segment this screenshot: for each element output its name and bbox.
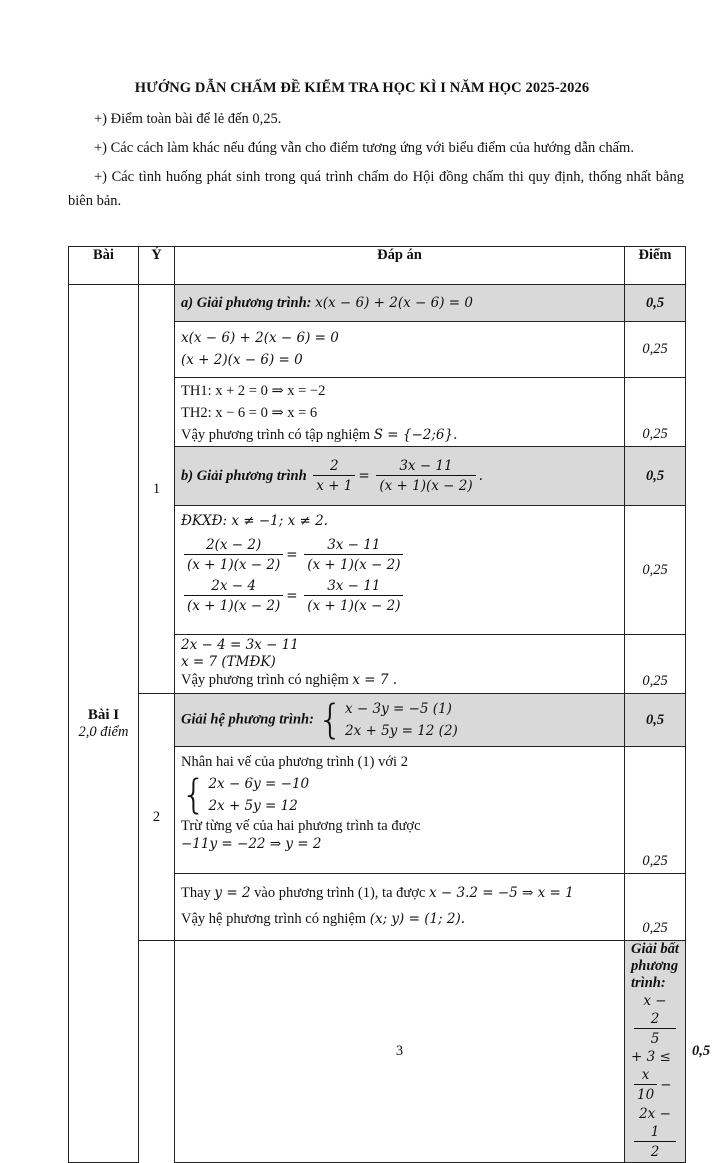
- fraction-numerator: x: [634, 1066, 657, 1085]
- b-step-2: [175, 635, 625, 694]
- y2-step-1-equation: −11y = −22 ⇒ y = 2: [181, 836, 322, 852]
- table-header-row: [69, 247, 686, 285]
- header-dap-an: Đáp án: [175, 247, 625, 285]
- fraction-numerator: 2x − 4: [184, 577, 283, 596]
- note-3: +) Các tình huống phát sinh trong quá trình chấm do Hội đồng chấm thi quy định, thống nhất bằng biên bản.: [68, 169, 684, 209]
- system-line: 2x + 5y = 12: [208, 798, 298, 814]
- fraction-numerator: 3x − 11: [376, 457, 475, 476]
- a-step-2-points: 0,25: [625, 378, 686, 447]
- a-step-2-line: TH1: x + 2 = 0 ⇒ x = −2: [181, 383, 326, 399]
- fraction-numerator: 3x − 11: [304, 536, 403, 555]
- fraction-numerator: x − 2: [634, 992, 676, 1029]
- fraction-denominator: (x + 1)(x − 2): [187, 598, 281, 614]
- y3-fraction: [634, 992, 676, 1049]
- y3-title-cell: [625, 941, 686, 1163]
- fraction-numerator: 2: [313, 457, 355, 476]
- a-points: 0,5: [625, 285, 686, 322]
- b-fraction: [304, 536, 403, 575]
- brace-icon: {: [181, 772, 207, 818]
- table-row: 3 Giải bất phương trình: $\frac{x - 2}{5}$ + 3 ≤ $\frac{x}{10}$ − $\frac{2x - 1}{2}$ 0,5: [69, 941, 686, 1163]
- b-title: b) Giải phương trình: [181, 467, 307, 484]
- fraction-denominator: 5: [650, 1031, 660, 1047]
- y2-step-2: [175, 874, 625, 941]
- page-title: HƯỚNG DẪN CHẤM ĐỀ KIỂM TRA HỌC KÌ I NĂM HỌC 2025-2026: [134, 80, 590, 96]
- b-fraction: [184, 577, 283, 616]
- y2-step-1-points: 0,25: [625, 747, 686, 874]
- fraction-numerator: 3x − 11: [304, 577, 403, 596]
- y3-operator: + 3 ≤: [631, 1049, 671, 1065]
- y2-title-cell: [175, 694, 625, 747]
- b-fraction: [184, 536, 283, 575]
- fraction-numerator: 2x − 1: [634, 1105, 676, 1142]
- grading-table: [68, 246, 711, 1163]
- bai-cell: [69, 285, 139, 1163]
- system-line: x − 3y = −5 (1): [345, 701, 452, 717]
- brace-icon: {: [317, 697, 343, 743]
- b-step-1: ĐKXĐ: x ≠ −1; x ≠ 2. $\frac{2(x - 2)}{(x + 1)(x - 2)}$ = $\frac{3x - 11}{(x + 1)(x - 2)}$ $\frac{2x - 4}{(x + 1)(x - 2)}$ = $\frac{3x - 11}{(x + 1)(x - 2)}$: [175, 506, 625, 635]
- bai-label: Bài I: [87, 706, 120, 723]
- y2-substitution: y = 2: [214, 885, 251, 901]
- fraction-denominator: (x + 1)(x − 2): [379, 477, 473, 494]
- y2-points: 0,5: [625, 694, 686, 747]
- y-3-cell: 3: [175, 941, 625, 1163]
- y2-step-1-text2: Trừ từng vế của hai phương trình ta được: [181, 818, 421, 834]
- b-rhs-fraction: [376, 457, 475, 496]
- y2-solution: (x; y) = (1; 2).: [369, 911, 466, 927]
- y2-result: x − 3.2 = −5 ⇒ x = 1: [428, 885, 574, 901]
- header-y: Ý: [139, 247, 175, 285]
- a-solution-set: S = {−2;6}.: [373, 427, 458, 443]
- y-1-cell: 1: [139, 285, 175, 694]
- system-line: 2x + 5y = 12 (2): [345, 723, 458, 739]
- fraction-denominator: (x + 1)(x − 2): [307, 557, 401, 573]
- header-bai: Bài: [69, 247, 139, 285]
- bai-points: 2,0 điểm: [78, 723, 129, 740]
- a-equation: x(x − 6) + 2(x − 6) = 0: [315, 294, 473, 311]
- a-step-2: [175, 378, 625, 447]
- note-2: +) Các cách làm khác nếu đúng vẫn cho điểm tương ứng với biểu điểm của hướng dẫn chấm.: [94, 140, 634, 156]
- b-step-1-points: 0,25: [625, 506, 686, 635]
- y2-step-1: [175, 747, 625, 874]
- y2-title: Giải hệ phương trình:: [181, 711, 314, 728]
- table-row: [69, 694, 686, 747]
- a-step-1: [175, 322, 625, 378]
- y2-text-a: Thay: [181, 885, 211, 901]
- system-line: 2x − 6y = −10: [208, 776, 310, 792]
- b-fraction: [304, 577, 403, 616]
- fraction-denominator: 2: [650, 1144, 660, 1160]
- fraction-numerator: 2(x − 2): [184, 536, 283, 555]
- b-points: 0,5: [625, 447, 686, 506]
- a-step-1-line: (x + 2)(x − 6) = 0: [181, 352, 303, 368]
- b-step-2-points: 0,25: [625, 635, 686, 694]
- y3-title: Giải bất phương trình:: [631, 941, 679, 991]
- y2-text-b: vào phương trình (1), ta được: [254, 885, 426, 901]
- header-diem: Điểm: [625, 247, 686, 285]
- fraction-denominator: 10: [637, 1087, 655, 1103]
- a-title-cell: [175, 285, 625, 322]
- b-condition: ĐKXĐ: x ≠ −1; x ≠ 2.: [181, 513, 328, 529]
- note-1: +) Điểm toàn bài để lẻ đến 0,25.: [94, 111, 282, 127]
- y2-step-system: [208, 773, 309, 817]
- y2-step-2-points: 0,25: [625, 874, 686, 941]
- y2-text-c: Vậy hệ phương trình có nghiệm: [181, 911, 367, 927]
- fraction-denominator: (x + 1)(x − 2): [187, 557, 281, 573]
- a-step-1-points: 0,25: [625, 322, 686, 378]
- y2-step-1-text: Nhân hai vế của phương trình (1) với 2: [181, 754, 408, 770]
- y3-operator: −: [660, 1076, 672, 1093]
- b-solution: x = 7 .: [352, 672, 398, 688]
- fraction-denominator: x + 1: [316, 477, 353, 494]
- a-title: a) Giải phương trình:: [181, 294, 312, 311]
- a-step-2-line: TH2: x − 6 = 0 ⇒ x = 6: [181, 405, 318, 421]
- b-lhs-fraction: [313, 457, 355, 496]
- y3-fraction: [634, 1066, 657, 1105]
- b-step-2-line: 2x − 4 = 3x − 11: [181, 637, 299, 653]
- b-conclusion: Vậy phương trình có nghiệm: [181, 672, 349, 688]
- a-conclusion: Vậy phương trình có tập nghiệm: [181, 427, 371, 443]
- b-title-cell: b) Giải phương trình $\frac{2}{x + 1}$ = $\frac{3x - 11}{(x + 1)(x - 2)}$ .: [175, 447, 625, 506]
- bai-cell-continuation: [139, 941, 175, 1163]
- table-row: [69, 285, 686, 322]
- y2-system: [345, 698, 458, 742]
- y-2-cell: 2: [139, 694, 175, 941]
- b-step-2-line: x = 7 (TMĐK): [181, 654, 276, 670]
- y3-fraction: [634, 1105, 676, 1162]
- a-step-1-line: x(x − 6) + 2(x − 6) = 0: [181, 330, 339, 346]
- fraction-denominator: (x + 1)(x − 2): [307, 598, 401, 614]
